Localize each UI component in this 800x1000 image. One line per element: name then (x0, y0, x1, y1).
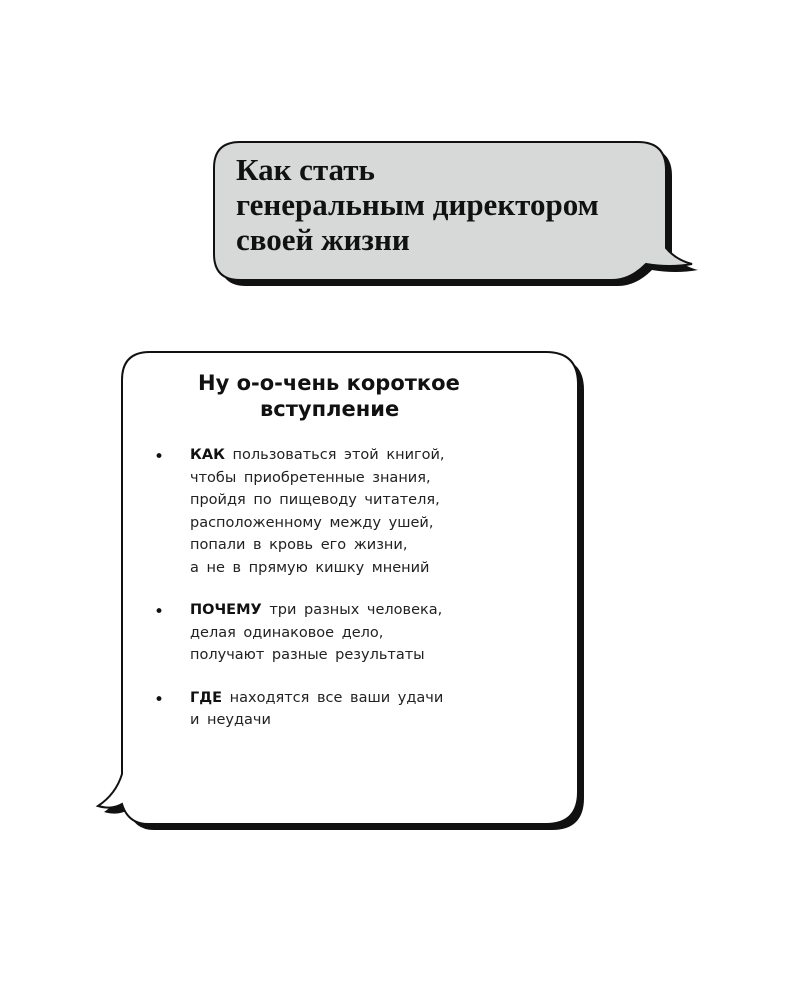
intro-heading-line-1: Ну о-о-чень короткое (198, 371, 460, 395)
bullet-keyword: ПОЧЕМУ (190, 602, 262, 618)
bullet-dot-icon: • (154, 689, 165, 710)
book-title-line-1: Как стать (236, 152, 375, 187)
book-title (236, 152, 676, 257)
bullet-first-line (190, 599, 540, 622)
book-title-line-3: своей жизни (236, 222, 410, 257)
bullet-line: а не в прямую кишку мнений (190, 559, 430, 576)
bullet-first-line-text: три разных человека, (269, 602, 443, 618)
bullet-line: пройдя по пищеводу читателя, (190, 492, 440, 508)
bullet-first-line-text: находятся все ваши удачи (229, 689, 444, 706)
bullet-line: и неудачи (190, 712, 271, 728)
bullet-line: делая одинаковое дело, (190, 624, 384, 641)
bullet-line: расположенному между ушей, (190, 514, 434, 531)
bullet-keyword: ГДЕ (190, 689, 223, 706)
intro-bullet-list (150, 444, 540, 732)
bullet-line: попали в кровь его жизни, (190, 537, 408, 553)
bullet-first-line (190, 444, 540, 467)
bullet-first-line-text: пользоваться этой книгой, (232, 447, 445, 463)
bullet-dot-icon: • (154, 447, 165, 467)
bullet-line: чтобы приобретенные знания, (190, 469, 431, 486)
bullet-line: получают разные результаты (190, 647, 425, 663)
bullet-item-why (150, 599, 540, 667)
bullet-first-line (190, 687, 540, 710)
bullet-item-where (150, 687, 540, 732)
bullet-dot-icon: • (154, 602, 165, 622)
bullet-keyword: КАК (190, 447, 225, 463)
intro-heading-line-2: вступление (260, 397, 400, 421)
bullet-item-how (150, 444, 540, 579)
book-title-line-2: генеральным директором (236, 187, 599, 222)
intro-heading (180, 370, 540, 422)
